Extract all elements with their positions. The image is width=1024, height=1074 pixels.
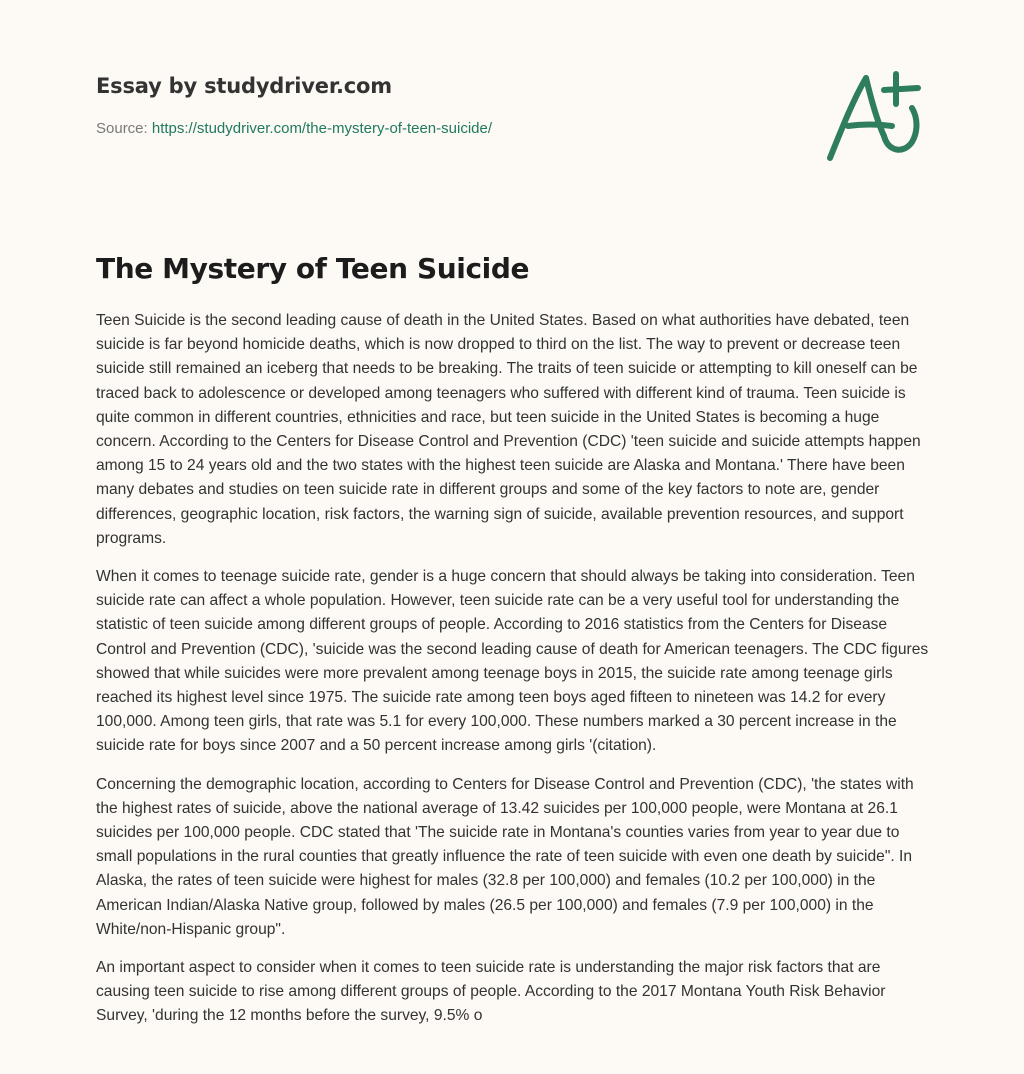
page-header (96, 74, 796, 137)
source-label: Source: (96, 120, 152, 137)
essay-paragraph: An important aspect to consider when it comes to teen suicide rate is understanding the major risk factors that are causing teen suicide to rise among different groups of people. According to the 2017 Montana Youth Risk Behavior Survey, 'during the 12 months before the survey, 9.5% o (96, 959, 886, 1025)
site-title: Essay by studydriver.com (96, 74, 392, 98)
source-line (96, 120, 796, 137)
essay-paragraph: When it comes to teenage suicide rate, gender is a huge concern that should always be taking into consideration. Teen suicide rate can affect a whole population. However, teen suicide rate can be a very useful tool for understanding the statistic of teen suicide among different groups of people. According to 2016 statistics from the Centers for Disease Control and Prevention (CDC), 'suicide was the second leading cause of death for American teenagers. The CDC figures showed that while suicides were more prevalent among teenage boys in 2015, the suicide rate among teenage girls reached its highest level since 1975. The suicide rate among teen boys aged fifteen to nineteen was 14.2 for every 100,000. Among teen girls, that rate was 5.1 for every 100,000. These numbers marked a 30 percent increase in the suicide rate for boys since 2007 and a 50 percent increase among girls '(citation). (96, 568, 929, 755)
source-link[interactable]: https://studydriver.com/the-mystery-of-teen-suicide/ (151, 120, 492, 137)
essay-title: The Mystery of Teen Suicide (96, 252, 530, 285)
essay-content (96, 252, 936, 1043)
essay-paragraph: Teen Suicide is the second leading cause of death in the United States. Based on what authorities have debated, teen suicide is far beyond homicide deaths, which is now dropped to third on the list. The way to prevent or decrease teen suicide still remained an iceberg that needs to be breaking. The traits of teen suicide or attempting to kill oneself can be traced back to adolescence or developed among teenagers who suffered with different kind of trauma. Teen suicide is quite common in different countries, ethnicities and race, but teen suicide in the United States is becoming a huge concern. According to the Centers for Disease Control and Prevention (CDC) 'teen suicide and suicide attempts happen among 15 to 24 years old and the two states with the highest teen suicide are Alaska and Montana.' There have been many debates and studies on teen suicide rate in different groups and some of the key factors to note are, gender differences, geographic location, risk factors, the warning sign of suicide, available prevention resources, and support programs. (96, 312, 921, 547)
essay-paragraph: Concerning the demographic location, according to Centers for Disease Control and Prevention (CDC), 'the states with the highest rates of suicide, above the national average of 13.42 suicides per 100,000 people, were Montana at 26.1 suicides per 100,000 people. CDC stated that 'The suicide rate in Montana's counties varies from year to year due to small populations in the rural counties that greatly influence the rate of teen suicide with even one death by suicide". In Alaska, the rates of teen suicide were highest for males (32.8 per 100,000) and females (10.2 per 100,000) in the American Indian/Alaska Native group, followed by males (26.5 per 100,000) and females (7.9 per 100,000) in the White/non-Hispanic group". (96, 775, 914, 938)
a-plus-grade-icon (822, 68, 928, 164)
